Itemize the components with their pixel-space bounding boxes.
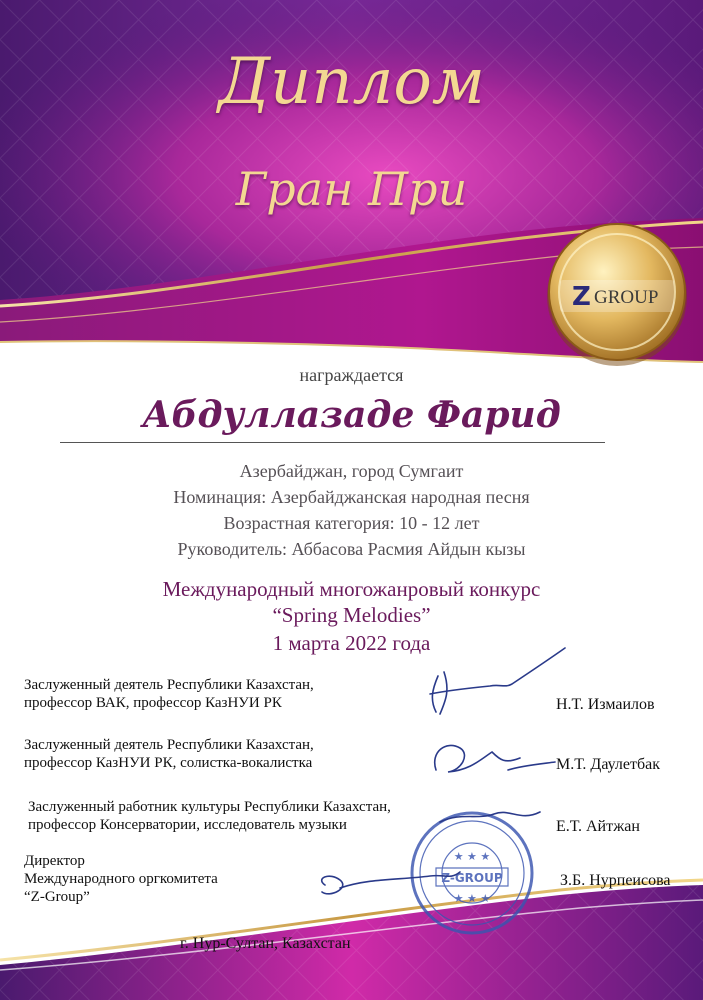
detail-nomination: Номинация: Азербайджанская народная песня xyxy=(173,487,530,507)
detail-age-category: Возрастная категория: 10 - 12 лет xyxy=(223,513,480,533)
signer-4-title: Директор Международного оргкомитета “Z-Group” xyxy=(24,853,218,905)
signer-2-name: М.Т. Даулетбак xyxy=(556,756,660,773)
contest-date: 1 марта 2022 года xyxy=(272,631,431,655)
recipient-name: Абдуллазаде Фарид xyxy=(142,394,561,436)
signer-2-title: Заслуженный деятель Республики Казахстан, профессор КазНУИ РК, солистка-вокалистка xyxy=(24,737,314,771)
logo-brand: GROUP xyxy=(594,287,659,308)
z-group-logo xyxy=(547,224,687,366)
contest-subtitle: “Spring Melodies” xyxy=(272,603,431,627)
award-title: Гран При xyxy=(235,162,468,216)
svg-text:★ ★ ★: ★ ★ ★ xyxy=(453,892,491,905)
signer-3-title: Заслуженный работник культуры Республики Казахстан, профессор Консерватории, исследователь музыки xyxy=(28,799,391,833)
signer-1-name: Н.Т. Измаилов xyxy=(556,696,655,713)
svg-text:★ ★ ★: ★ ★ ★ xyxy=(453,850,491,863)
issue-location: г. Нур-Султан, Казахстан xyxy=(180,935,351,952)
logo-letter: Z xyxy=(572,282,591,312)
diploma-title: Диплом xyxy=(218,45,485,119)
detail-location: Азербайджан, город Сумгаит xyxy=(239,461,464,481)
signer-4-name: З.Б. Нурпеисова xyxy=(560,872,671,889)
seal-text: Z-GROUP xyxy=(441,871,503,885)
recipient-underline xyxy=(60,442,605,443)
contest-name: Международный многожанровый конкурс xyxy=(162,577,541,601)
signer-3-name: Е.Т. Айтжан xyxy=(556,818,640,835)
signer-1-title: Заслуженный деятель Республики Казахстан, профессор ВАК, профессор КазНУИ РК xyxy=(24,677,314,711)
awarded-label: награждается xyxy=(299,365,404,385)
detail-supervisor: Руководитель: Аббасова Расмия Айдын кызы xyxy=(177,539,526,559)
